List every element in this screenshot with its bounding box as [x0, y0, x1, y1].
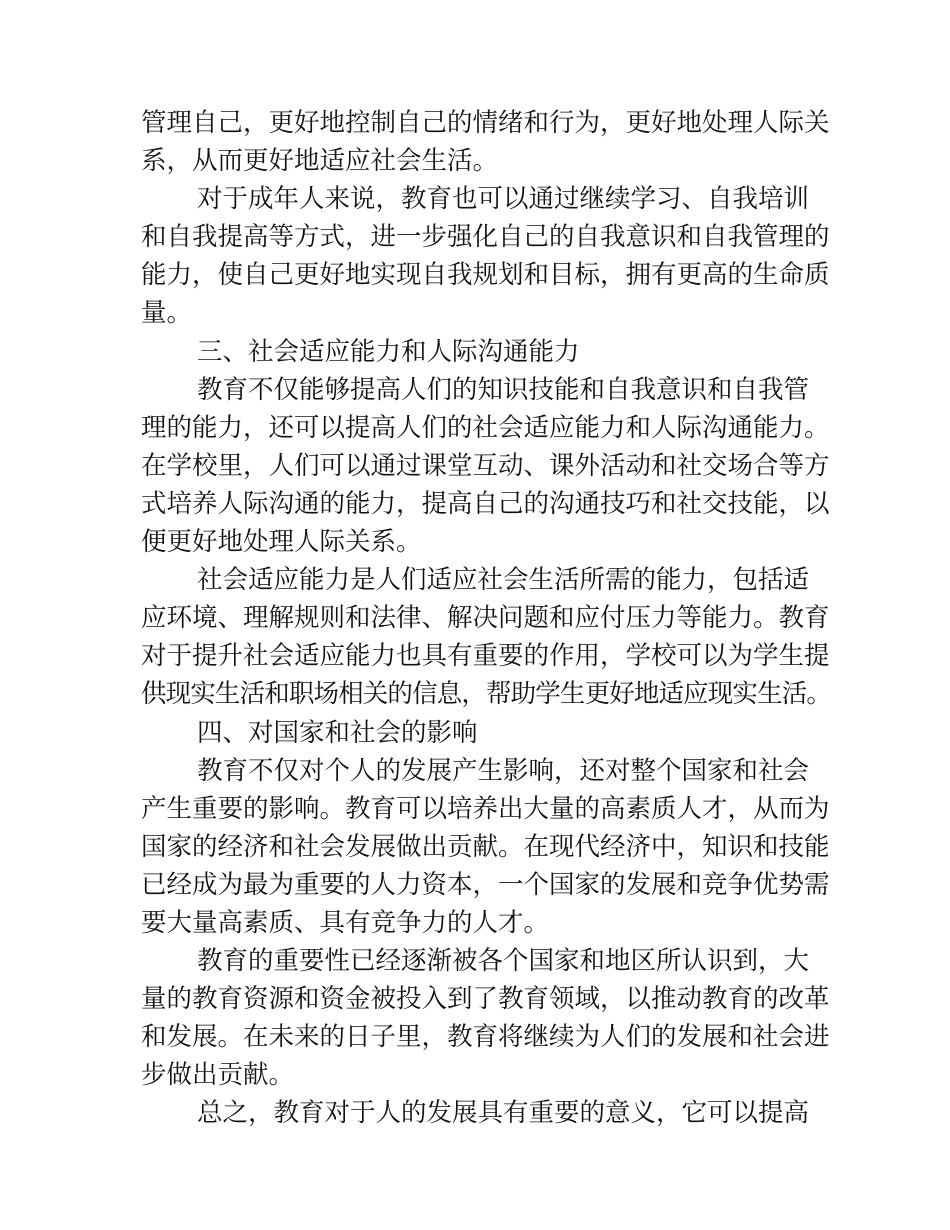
- text-line: 系，从而更好地适应社会生活。: [141, 146, 499, 177]
- text-line: 式培养人际沟通的能力，提高自己的沟通技巧和社交技能，以: [141, 488, 830, 519]
- paragraph-start-line: 对于成年人来说，教育也可以通过继续学习、自我培训: [197, 184, 810, 215]
- text-line: 对于提升社会适应能力也具有重要的作用，学校可以为学生提: [141, 641, 830, 672]
- text-line: 在学校里，人们可以通过课堂互动、课外活动和社交场合等方: [141, 450, 830, 481]
- text-line: 已经成为最为重要的人力资本，一个国家的发展和竞争优势需: [141, 869, 830, 900]
- text-line: 要大量高素质、具有竞争力的人才。: [141, 907, 550, 938]
- paragraph-start-line: 教育的重要性已经逐渐被各个国家和地区所认识到，大: [197, 946, 810, 977]
- text-line: 管理自己，更好地控制自己的情绪和行为，更好地处理人际关: [141, 108, 830, 138]
- section-heading: 三、社会适应能力和人际沟通能力: [197, 336, 580, 367]
- section-heading: 四、对国家和社会的影响: [197, 717, 478, 748]
- text-line: 便更好地处理人际关系。: [141, 527, 422, 558]
- text-line: 国家的经济和社会发展做出贡献。在现代经济中，知识和技能: [141, 831, 830, 862]
- paragraph-start-line: 教育不仅对个人的发展产生影响，还对整个国家和社会: [197, 755, 810, 786]
- text-line: 应环境、理解规则和法律、解决问题和应付压力等能力。教育: [141, 603, 830, 634]
- text-line: 量。: [141, 298, 193, 329]
- text-line: 产生重要的影响。教育可以培养出大量的高素质人才，从而为: [141, 793, 830, 824]
- text-line: 量的教育资源和资金被投入到了教育领域，以推动教育的改革: [141, 984, 830, 1015]
- document-body: [141, 104, 831, 1133]
- paragraph-start-line: 教育不仅能够提高人们的知识技能和自我意识和自我管: [197, 374, 810, 405]
- text-line: 和自我提高等方式，进一步强化自己的自我意识和自我管理的: [141, 222, 830, 253]
- text-line: 和发展。在未来的日子里，教育将继续为人们的发展和社会进: [141, 1022, 830, 1053]
- text-line: 理的能力，还可以提高人们的社会适应能力和人际沟通能力。: [141, 412, 830, 443]
- text-line: 步做出贡献。: [141, 1060, 295, 1091]
- text-line: 供现实生活和职场相关的信息，帮助学生更好地适应现实生活。: [141, 679, 832, 710]
- paragraph-start-line: 社会适应能力是人们适应社会生活所需的能力，包括适: [197, 565, 810, 596]
- paragraph-start-line: 总之，教育对于人的发展具有重要的意义，它可以提高: [197, 1098, 810, 1129]
- text-line: 能力，使自己更好地实现自我规划和目标，拥有更高的生命质: [141, 260, 830, 291]
